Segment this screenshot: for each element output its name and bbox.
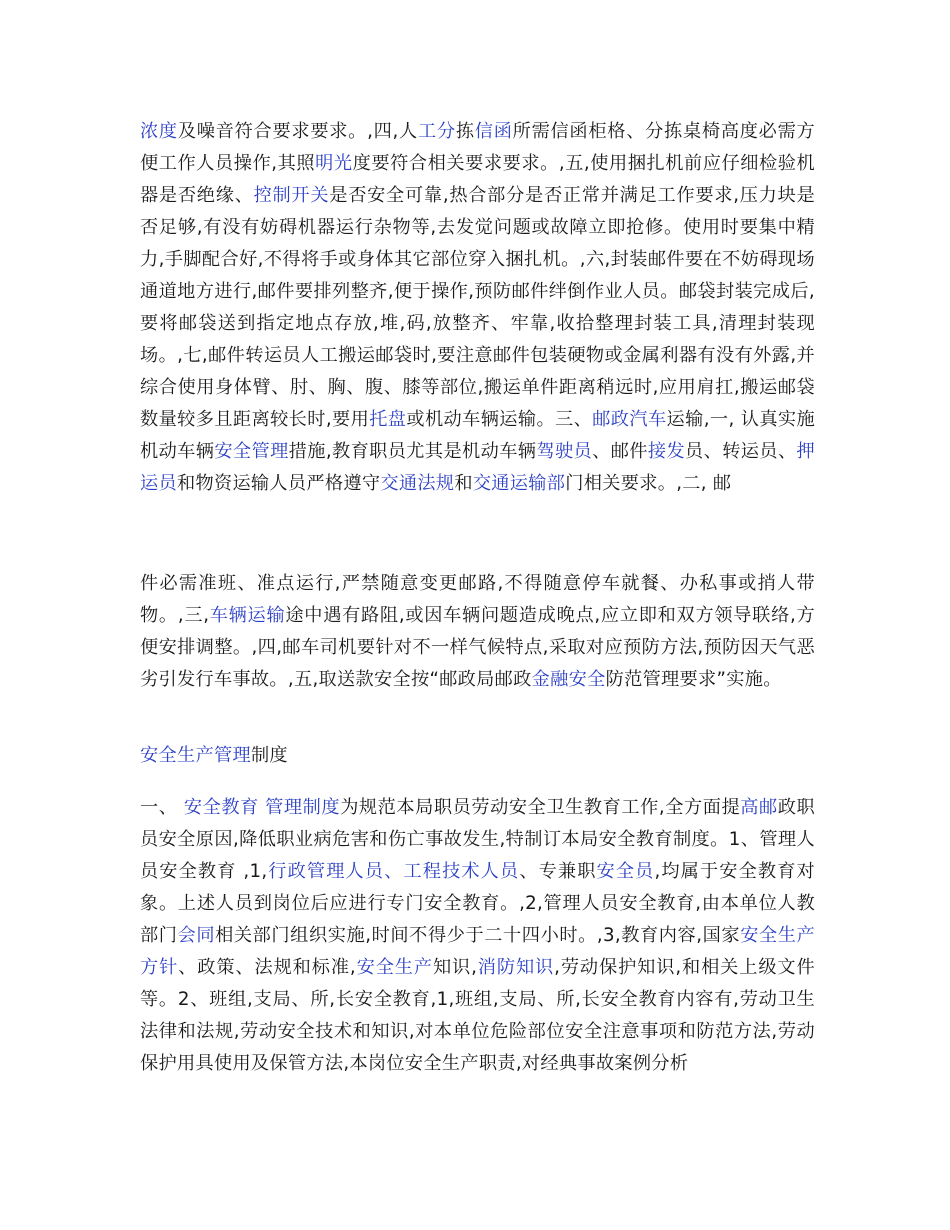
keyword-link[interactable]: 接发 (647, 441, 686, 462)
keyword-link[interactable]: 交通运输部 (472, 473, 566, 494)
keyword-link[interactable]: 驾驶员 (536, 441, 593, 462)
keyword-link[interactable]: 车辆运输 (209, 605, 286, 626)
keyword-link[interactable]: 控制开关 (253, 185, 330, 206)
keyword-link[interactable]: 信函 (474, 121, 513, 142)
text-segment: 件必需准班、准点运行,严禁随意变更邮路,不得随意停车就餐、办私事或捎人带物。,三, (140, 573, 815, 626)
paragraph-postal-operations (140, 116, 815, 500)
text-segment: 、专兼职 (519, 861, 597, 882)
text-segment: 员、转运员、 (685, 441, 797, 462)
keyword-link[interactable]: 安全生产方针 (140, 925, 815, 978)
text-segment: 防范管理要求”实施。 (605, 669, 782, 690)
keyword-link[interactable]: 安全生产 (356, 957, 433, 978)
text-segment: 为规范本局职员劳动安全卫生教育工作,全方面提 (340, 797, 741, 818)
keyword-link[interactable]: 邮政汽车 (592, 409, 667, 430)
keyword-link[interactable]: 消防知识 (477, 957, 555, 978)
text-segment: 途中遇有路阻,或因车辆问题造成晚点,应立即和双方领导联络,方便安排调整。,四,邮车司机要针对不一样气候特点,采取对应预防方法,预防因天气恶劣引发行车事故。,五,取送款安全按“邮政局邮政 (140, 605, 815, 690)
keyword-link[interactable]: 浓度 (140, 121, 178, 142)
keyword-link[interactable]: 托盘 (369, 409, 407, 430)
text-segment: 措施,教育职员尤其是机动车辆 (288, 441, 537, 462)
keyword-link[interactable]: 押运员 (140, 441, 816, 494)
keyword-link[interactable]: 安全管理 (214, 441, 289, 462)
text-segment: ,劳动保护知识,和相关上级文件等。2、班组,支局、所,长安全教育,1,班组,支局、所,长安全教育内容有,劳动卫生法律和法规,劳动安全技术和知识,对本单位危险部位安全注意事项和防范方法,劳动保护用具使用及保管方法,本岗位安全生产职责,对经典事故案例分析 (140, 957, 815, 1074)
text-segment: 拣 (455, 121, 475, 142)
keyword-link[interactable]: 交通法规 (380, 473, 455, 494)
text-segment: 知识, (432, 957, 478, 978)
text-segment: 一、 (140, 797, 184, 818)
text-segment: 所需信函柜格、分拣桌椅高度必需方便工作人员操作,其照 (140, 121, 816, 174)
keyword-link[interactable]: 工分 (418, 121, 456, 142)
keyword-link[interactable]: 安全员 (596, 861, 655, 882)
keyword-link[interactable]: 安全教育 管理制度 (183, 797, 341, 818)
text-segment: 或机动车辆运输。三、 (406, 409, 593, 430)
keyword-link[interactable]: 安全生产管理 (140, 745, 251, 766)
text-segment: 、政策、法规和标准, (178, 957, 357, 978)
paragraph-safety-education (140, 792, 815, 1080)
section-heading-safety-management (140, 740, 815, 772)
text-segment: 政职员安全原因,降低职业病危害和伤亡事故发生,特制订本局安全教育制度。1、管理人员安全教育 ,1, (140, 797, 815, 882)
text-segment: 、邮件 (592, 441, 648, 462)
keyword-link[interactable]: 会同 (177, 925, 216, 946)
text-segment: 是否安全可靠,热合部分是否正常并满足工作要求,压力块是否足够,有没有妨碍机器运行杂物等,去发觉问题或故障立即抢修。使用时要集中精力,手脚配合好,不得将手或身体其它部位穿入捆扎机。,六,封装邮件要在不妨碍现场通道地方进行,邮件要排列整齐,便于操作,预防邮件绊倒作业人员。邮袋封装完成后,要将邮袋送到指定地点存放,堆,码,放整齐、牢靠,收拾整理封装工具,清理封装现场。,七,邮件转运员人工搬运邮袋时,要注意邮件包装硬物或金属利器有没有外露,并综合使用身体臂、肘、胸、腹、膝等部位,搬运单件距离稍远时,应用肩扛,搬运邮袋数量较多且距离较长时,要用 (140, 185, 815, 430)
text-segment: 和 (454, 473, 473, 494)
keyword-link[interactable]: 行政管理人员、工程技术人员 (267, 861, 520, 882)
paragraph-postal-vehicles (140, 568, 815, 696)
text-segment: 度要符合相关要求要求。,五,使用捆扎机前应仔细检验机器是否绝缘、 (140, 153, 815, 206)
text-segment: ,均属于安全教育对象。上述人员到岗位后应进行专门安全教育。,2,管理人员安全教育,由本单位人教部门 (140, 861, 816, 946)
text-segment: 和物资运输人员严格遵守 (176, 473, 381, 494)
text-segment: 相关部门组织实施,时间不得少于二十四小时。,3,教育内容,国家 (215, 925, 741, 946)
text-segment: 制度 (250, 745, 288, 766)
text-segment: 运输,一, 认真实施机动车辆 (140, 409, 815, 462)
keyword-link[interactable]: 明光 (315, 153, 353, 174)
keyword-link[interactable]: 高邮 (740, 797, 778, 818)
text-segment: 门相关要求。,二, 邮 (565, 473, 732, 494)
keyword-link[interactable]: 金融安全 (531, 669, 606, 690)
text-segment: 及噪音符合要求要求。,四,人 (177, 121, 418, 142)
